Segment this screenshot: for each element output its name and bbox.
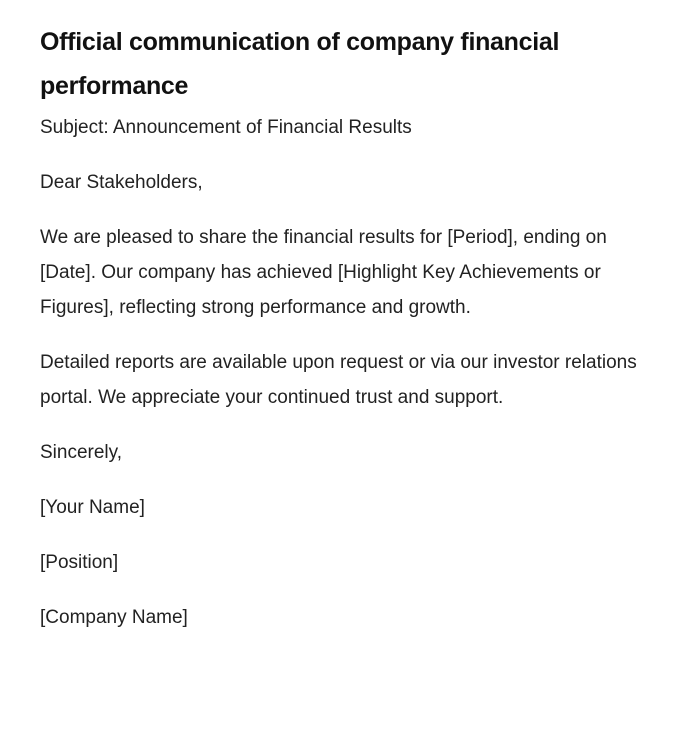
body-paragraph-reports: Detailed reports are available upon request or via our investor relations portal. We appreciate your continued trust and support.: [40, 352, 637, 408]
letter-document: [40, 20, 640, 655]
body-paragraph-results: We are pleased to share the financial results for [Period], ending on [Date]. Our company has achieved [Highlight Key Achievements or Figures], reflecting strong performance and growth.: [40, 227, 607, 318]
subject-line: Subject: Announcement of Financial Results: [40, 117, 412, 138]
signature-company: [Company Name]: [40, 607, 188, 628]
signature-name: [Your Name]: [40, 497, 145, 518]
page-title: Official communication of company financial performance: [40, 28, 560, 100]
signature-position: [Position]: [40, 552, 119, 573]
greeting: Dear Stakeholders,: [40, 172, 203, 193]
closing: Sincerely,: [40, 442, 123, 463]
